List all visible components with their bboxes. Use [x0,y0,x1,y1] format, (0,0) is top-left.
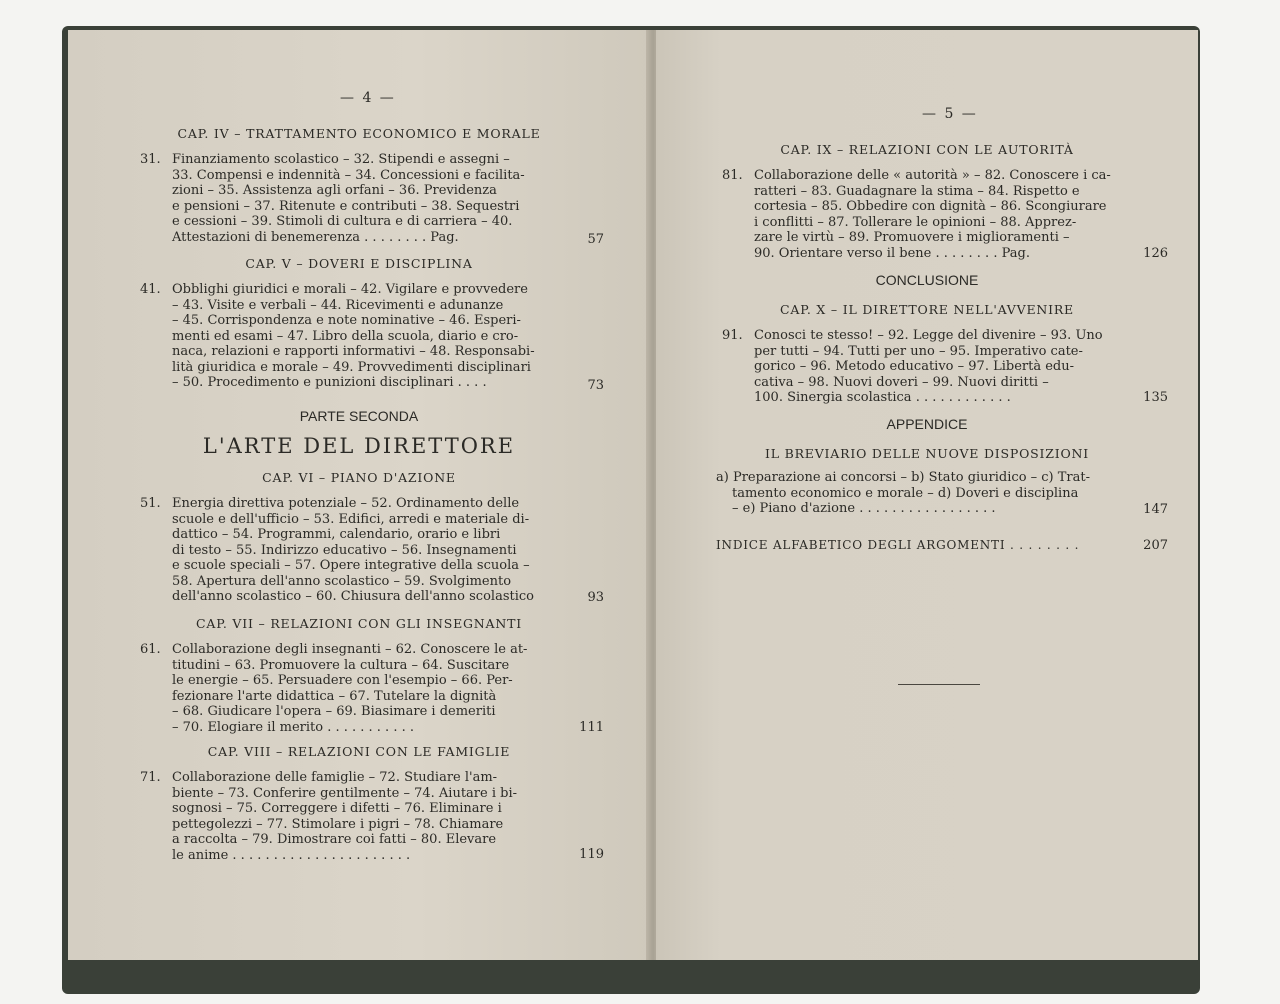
entry-line: tamento economico e morale – d) Doveri e disciplina [732,485,1079,501]
entry-line: Finanziamento scolastico – 32. Stipendi e assegni – [172,152,510,167]
entry-line: e scuole speciali – 57. Opere integrative della scuola – [172,558,530,573]
entry-line: titudini – 63. Promuovere la cultura – 64. Suscitare [172,657,510,673]
entry-line: Collaborazione delle famiglie – 72. Studiare l'am- [172,770,498,785]
entry-line: – e) Piano d'azione . . . . . . . . . . . . . . . . . [732,501,996,516]
entry-line: – 50. Procedimento e punizioni disciplinari . . . . [172,375,487,390]
indice-page: 207 [1143,538,1168,553]
cap7-page: 111 [579,720,604,735]
left-page-number: — 4 — [340,90,396,106]
cap8-entry [140,770,518,863]
entry-line: 100. Sinergia scolastica . . . . . . . . . . . . [754,390,1011,405]
cap9-num: 81. [722,168,743,183]
cap8-page: 119 [579,847,604,862]
cap4-entry [140,152,525,245]
entry-line: Collaborazione degli insegnanti – 62. Conoscere le at- [172,642,528,657]
entry-line: Energia direttiva potenziale – 52. Ordinamento delle [172,496,520,511]
entry-line: e cessioni – 39. Stimoli di cultura e di carriera – 40. [172,214,513,229]
entry-line: zioni – 35. Assistenza agli orfani – 36. Previdenza [172,183,497,198]
entry-line: le energie – 65. Persuadere con l'esempio – 66. Per- [172,673,513,688]
cap9-page: 126 [1143,246,1168,261]
entry-line: 33. Compensi e indennità – 34. Concessioni e facilita- [172,167,525,183]
entry-line: a raccolta – 79. Dimostrare coi fatti – 80. Elevare [172,832,497,847]
cap5-entry [140,282,535,391]
entry-line: – 43. Visite e verbali – 44. Ricevimenti e adunanze [172,297,504,313]
indice-label: INDICE ALFABETICO DEGLI ARGOMENTI . . . . . . . . [716,538,1080,552]
parte-seconda: PARTE SECONDA [299,408,419,424]
breviario-page: 147 [1143,502,1168,517]
cap10-page: 135 [1143,390,1168,405]
cap10-title: CAP. X – IL DIRETTORE NELL'AVVENIRE [780,302,1074,317]
cap6-title: CAP. VI – PIANO D'AZIONE [262,470,456,485]
cap5-num: 41. [140,282,161,297]
cap4-page: 57 [587,232,604,247]
cap7-title: CAP. VII – RELAZIONI CON GLI INSEGNANTI [196,616,522,631]
entry-line: Collaborazione delle « autorità » – 82. Conoscere i ca- [754,168,1111,183]
entry-line: ratteri – 83. Guadagnare la stima – 84. Rispetto e [754,183,1080,199]
left-page [68,30,650,960]
entry-line: – 70. Elogiare il merito . . . . . . . . . . . [172,719,414,735]
entry-line: dell'anno scolastico – 60. Chiusura dell'anno scolastico [172,589,534,604]
cap5-page: 73 [587,378,604,393]
entry-line: scuole e dell'ufficio – 53. Edifici, arredi e materiale di- [172,511,530,527]
entry-line: menti ed esami – 47. Libro della scuola, diario e cro- [172,328,519,344]
entry-line: sognosi – 75. Correggere i difetti – 76. Eliminare i [172,801,502,816]
cap7-num: 61. [140,642,161,657]
cap10-num: 91. [722,328,743,343]
entry-line: gorico – 96. Metodo educativo – 97. Libertà edu- [754,359,1074,374]
entry-line: pettegolezzi – 77. Stimolare i pigri – 78. Chiamare [172,816,504,832]
entry-line: e pensioni – 37. Ritenute e contributi – 38. Sequestri [172,198,520,214]
entry-line: Conosci te stesso! – 92. Legge del divenire – 93. Uno [754,328,1103,343]
cap5-title: CAP. V – DOVERI E DISCIPLINA [245,256,473,271]
cap8-title: CAP. VIII – RELAZIONI CON LE FAMIGLIE [207,744,511,759]
cap6-page: 93 [587,590,604,605]
right-page-number: — 5 — [922,106,978,122]
closing-rule [898,684,980,685]
entry-line: – 68. Giudicare l'opera – 69. Biasimare i demeriti [172,704,496,719]
right-page [656,30,1198,960]
appendice-heading: APPENDICE [886,416,968,432]
cap7-entry [140,642,528,735]
cap4-num: 31. [140,152,161,167]
entry-line: per tutti – 94. Tutti per uno – 95. Imperativo cate- [754,343,1083,359]
breviario-title: IL BREVIARIO DELLE NUOVE DISPOSIZIONI [765,446,1089,461]
entry-line: di testo – 55. Indirizzo educativo – 56. Insegnamenti [172,542,517,558]
parte-title: L'ARTE DEL DIRETTORE [202,434,516,458]
entry-line: dattico – 54. Programmi, calendario, orario e libri [172,527,501,542]
entry-line: i conflitti – 87. Tollerare le opinioni – 88. Apprez- [754,214,1077,230]
entry-line: fezionare l'arte didattica – 67. Tutelare la dignità [172,688,497,704]
cap6-num: 51. [140,496,161,511]
entry-line: biente – 73. Conferire gentilmente – 74. Aiutare i bi- [172,785,518,801]
entry-line: a) Preparazione ai concorsi – b) Stato giuridico – c) Trat- [716,470,1091,485]
entry-line: Obblighi giuridici e morali – 42. Vigilare e provvedere [172,282,528,297]
entry-line: Attestazioni di benemerenza . . . . . . . . Pag. [172,229,459,245]
entry-line: – 45. Corrispondenza e note nominative – 46. Esperi- [172,313,521,328]
entry-line: cortesia – 85. Obbedire con dignità – 86. Scongiurare [754,199,1107,214]
entry-line: le anime . . . . . . . . . . . . . . . . . . . . . . [172,847,411,863]
entry-line: cativa – 98. Nuovi doveri – 99. Nuovi diritti – [754,374,1049,390]
breviario-entry [716,470,1090,517]
cap8-num: 71. [140,770,161,785]
conclusione-heading: CONCLUSIONE [875,272,979,288]
cap6-entry [140,496,534,605]
entry-line: zare le virtù – 89. Promuovere i miglioramenti – [754,230,1070,245]
entry-line: 58. Apertura dell'anno scolastico – 59. Svolgimento [172,573,512,589]
entry-line: lità giuridica e morale – 49. Provvedimenti disciplinari [172,359,531,375]
entry-line: naca, relazioni e rapporti informativi – 48. Responsabi- [172,344,535,359]
cap9-entry [722,168,1111,261]
cap4-title: CAP. IV – TRATTAMENTO ECONOMICO E MORALE [177,126,541,141]
cap10-entry [722,328,1103,406]
entry-line: 90. Orientare verso il bene . . . . . . . . Pag. [754,245,1030,261]
cap9-title: CAP. IX – RELAZIONI CON LE AUTORITÀ [780,142,1074,157]
